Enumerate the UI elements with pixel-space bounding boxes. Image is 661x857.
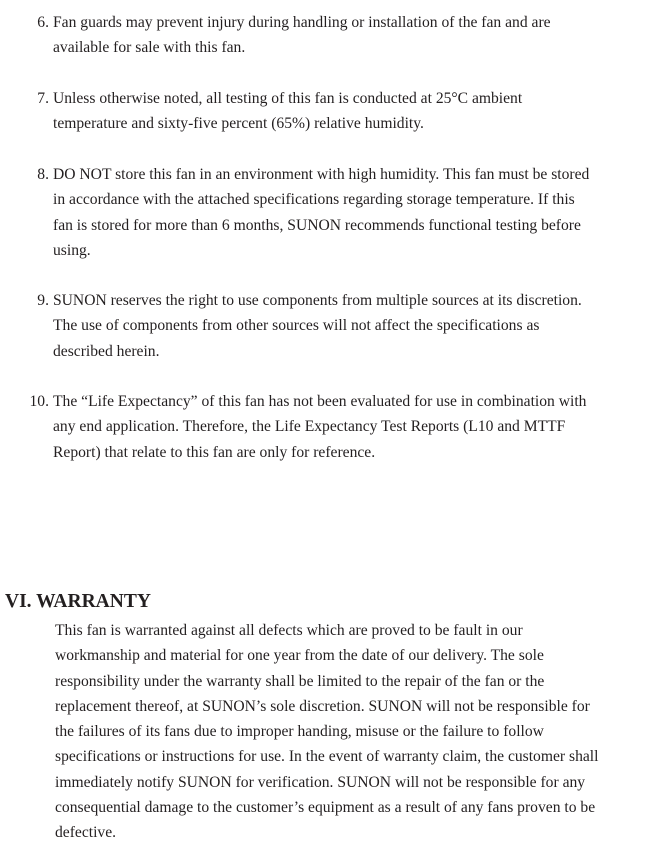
text-line: Report) that relate to this fan are only for reference.: [53, 443, 376, 461]
text-line: any end application. Therefore, the Life Expectancy Test Reports (L10 and MTTF: [53, 418, 566, 436]
text-line: specifications or instructions for use. In the event of warranty claim, the customer shall: [55, 748, 599, 766]
text-line: The use of components from other sources will not affect the specifications as: [53, 317, 540, 335]
warranty-paragraph: [55, 618, 598, 846]
note-number: 10.: [29, 393, 49, 410]
text-line: fan is stored for more than 6 months, SUNON recommends functional testing before: [53, 216, 581, 234]
text-line: using.: [53, 241, 91, 259]
note-text: [53, 10, 551, 61]
note-text: [53, 86, 522, 137]
note-number: 6.: [37, 14, 49, 31]
text-line: workmanship and material for one year from the date of our delivery. The sole: [55, 647, 544, 665]
text-line: SUNON reserves the right to use components from multiple sources at its discretion.: [53, 292, 582, 309]
text-line: DO NOT store this fan in an environment with high humidity. This fan must be stored: [53, 166, 590, 183]
text-line: available for sale with this fan.: [53, 39, 246, 57]
text-line: temperature and sixty-five percent (65%) relative humidity.: [53, 115, 424, 133]
text-line: The “Life Expectancy” of this fan has not been evaluated for use in combination with: [53, 393, 587, 410]
note-number: 8.: [37, 166, 49, 183]
text-line: consequential damage to the customer’s equipment as a result of any fans proven to be: [55, 799, 596, 817]
note-number: 9.: [37, 292, 49, 309]
text-line: the failures of its fans due to improper handing, misuse or the failure to follow: [55, 723, 544, 741]
text-line: This fan is warranted against all defects which are proved to be fault in our: [55, 622, 523, 639]
note-text: [53, 288, 582, 364]
text-line: responsibility under the warranty shall be limited to the repair of the fan or the: [55, 672, 545, 690]
text-line: Fan guards may prevent injury during handling or installation of the fan and are: [53, 14, 551, 31]
text-line: defective.: [55, 824, 117, 842]
text-line: in accordance with the attached specifications regarding storage temperature. If this: [53, 191, 575, 209]
note-number: 7.: [37, 90, 49, 107]
text-line: replacement thereof, at SUNON’s sole discretion. SUNON will not be responsible for: [55, 697, 590, 715]
note-text: [53, 389, 586, 465]
text-line: Unless otherwise noted, all testing of this fan is conducted at 25°C ambient: [53, 90, 523, 107]
text-line: described herein.: [53, 342, 160, 360]
section-heading-warranty: VI. WARRANTY: [5, 591, 151, 612]
text-line: immediately notify SUNON for verification. SUNON will not be responsible for any: [55, 773, 586, 791]
note-text: [53, 162, 589, 263]
